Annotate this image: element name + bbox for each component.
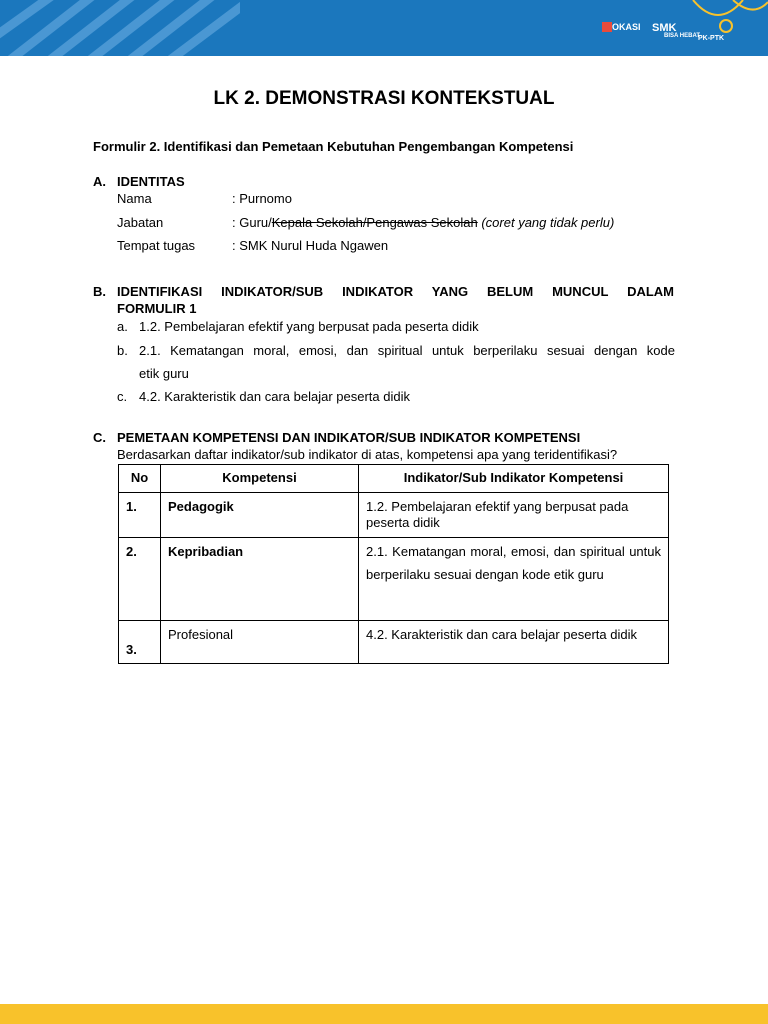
- section-a-title: IDENTITAS: [117, 174, 185, 189]
- page-title: LK 2. DEMONSTRASI KONTEKSTUAL: [213, 88, 555, 109]
- section-a-letter: A.: [93, 174, 106, 189]
- competency-table: [118, 464, 669, 664]
- list-item-marker: b.: [117, 343, 128, 358]
- section-c-letter: C.: [93, 430, 106, 445]
- section-c-heading: [93, 430, 581, 445]
- form-title: Formulir 2. Identifikasi dan Pemetaan Kebutuhan Pengembangan Kompetensi: [93, 139, 574, 154]
- list-item-marker: c.: [117, 389, 128, 404]
- table-row: [119, 493, 669, 538]
- jabatan-note: (coret yang tidak perlu): [477, 215, 615, 230]
- jabatan-struck-options: Kepala Sekolah/Pengawas Sekolah: [271, 215, 478, 230]
- table-cell-indikator: 1.2. Pembelajaran efektif yang berpusat pada peserta didik: [359, 493, 669, 538]
- table-cell-kompetensi: Profesional: [161, 621, 359, 664]
- identity-label-jabatan: Jabatan: [117, 215, 164, 230]
- section-a-heading: [93, 174, 185, 189]
- identity-value-jabatan: [232, 215, 614, 230]
- section-b-title-line2: FORMULIR 1: [117, 301, 197, 316]
- section-b-letter: B.: [93, 284, 106, 299]
- table-header-no: No: [119, 465, 161, 493]
- identity-label-nama: Nama: [117, 191, 152, 206]
- table-cell-indikator: 2.1. Kematangan moral, emosi, dan spiritual untuk berperilaku sesuai dengan kode etik guru: [359, 538, 669, 621]
- table-row: [119, 621, 669, 664]
- header-stripes-decoration: [0, 0, 240, 56]
- list-item: 1.2. Pembelajaran efektif yang berpusat pada peserta didik: [139, 319, 479, 334]
- logo-okasi: OKASI: [612, 22, 641, 32]
- table-cell-no: 2.: [119, 538, 161, 621]
- section-b-heading: [93, 284, 675, 316]
- table-cell-no: 1.: [119, 493, 161, 538]
- table-cell-no: 3.: [119, 621, 161, 664]
- section-c-question: Berdasarkan daftar indikator/sub indikator di atas, kompetensi apa yang teridentifikasi?: [117, 447, 618, 462]
- list-item: 2.1. Kematangan moral, emosi, dan spiritual untuk berperilaku sesuai dengan kode: [139, 343, 675, 358]
- section-c-title: PEMETAAN KOMPETENSI DAN INDIKATOR/SUB INDIKATOR KOMPETENSI: [117, 430, 581, 445]
- table-cell-indikator: 4.2. Karakteristik dan cara belajar peserta didik: [359, 621, 669, 664]
- identity-value-tempat: : SMK Nurul Huda Ngawen: [232, 238, 389, 253]
- section-b-title-line1: IDENTIFIKASI INDIKATOR/SUB INDIKATOR YANG BELUM MUNCUL DALAM: [117, 284, 674, 299]
- logo-smk-sub: BISA HEBAT: [664, 33, 700, 39]
- list-item: 4.2. Karakteristik dan cara belajar peserta didik: [139, 389, 410, 404]
- jabatan-prefix: : Guru/: [232, 215, 272, 230]
- table-header-kompetensi: Kompetensi: [161, 465, 359, 493]
- list-item-continuation: etik guru: [139, 366, 189, 381]
- identity-value-nama: : Purnomo: [232, 191, 292, 206]
- table-row: [119, 538, 669, 621]
- table-cell-kompetensi: Pedagogik: [161, 493, 359, 538]
- header-banner: [0, 0, 768, 56]
- table-cell-kompetensi: Kepribadian: [161, 538, 359, 621]
- table-header-row: [119, 465, 669, 493]
- identity-label-tempat: Tempat tugas: [117, 238, 196, 253]
- footer-bar: [0, 1004, 768, 1024]
- logo-smk: SMK: [652, 22, 677, 34]
- logo-pkptk: PK-PTK: [698, 35, 725, 42]
- table-header-indikator: Indikator/Sub Indikator Kompetensi: [359, 465, 669, 493]
- list-item-marker: a.: [117, 319, 128, 334]
